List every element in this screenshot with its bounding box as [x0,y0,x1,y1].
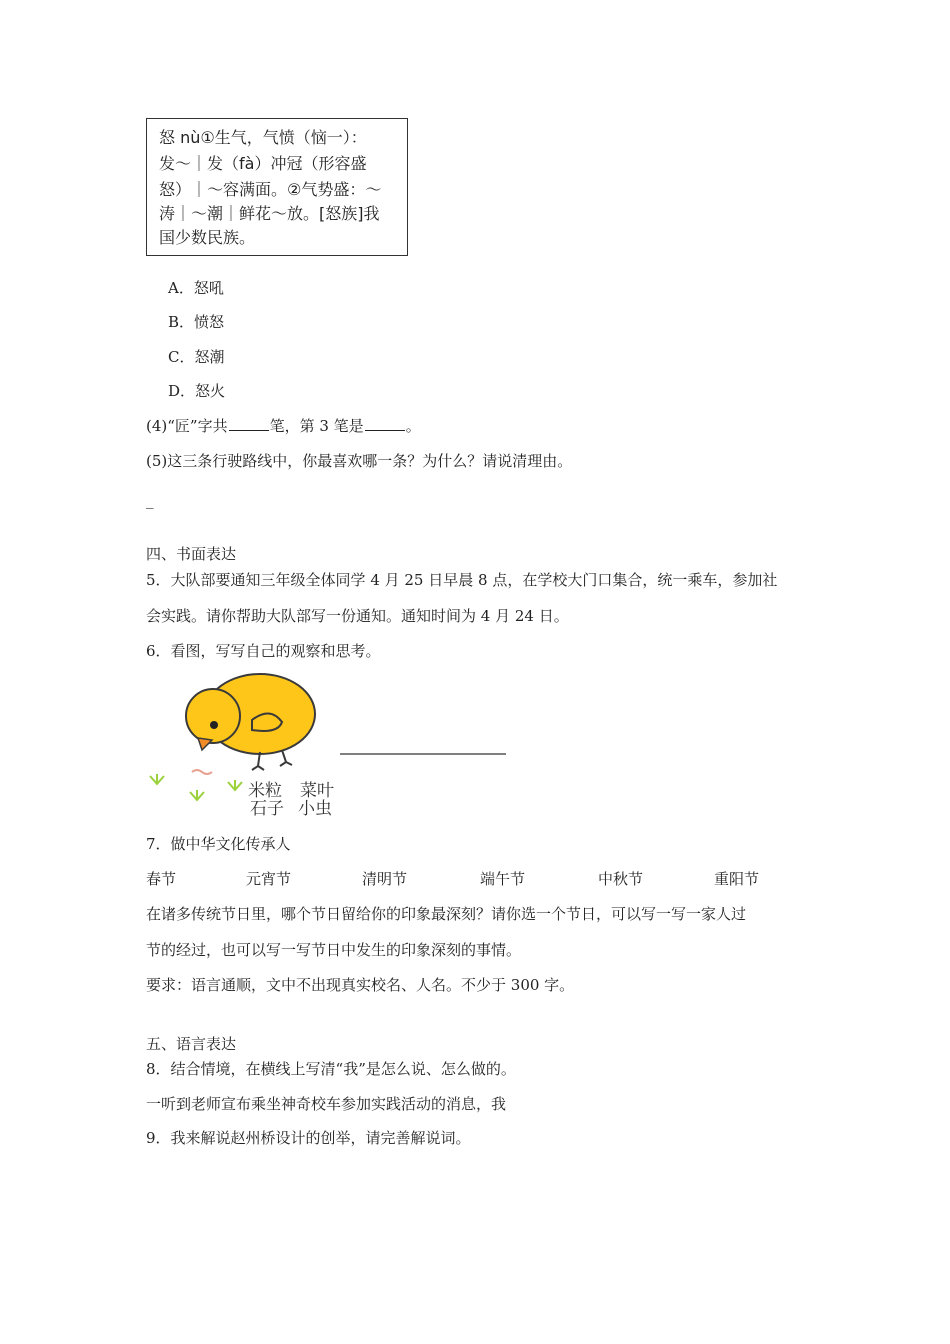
option-d[interactable]: D．怒火 [168,382,226,400]
question-7-line: 在诸多传统节日里，哪个节日留给你的印象最深刻？请你选一个节日，可以写一写一家人过 [146,905,747,923]
question-4-text: (4)“匠”字共 [146,417,228,435]
festival-item: 中秋节 [598,870,644,888]
chick-head [186,689,240,743]
question-5b-line: 会实践。请你帮助大队部写一份通知。通知时间为 4 月 24 日。 [146,607,569,625]
answer-blank[interactable] [229,416,269,431]
section-title: 四、书面表达 [146,545,237,563]
dictionary-line: 怒 nù①生气，气愤（恼一）： [159,128,367,147]
festival-item: 清明节 [362,870,408,888]
festival-item: 春节 [146,870,177,888]
question-5b-line: 5．大队部要通知三年级全体同学 4 月 25 日早晨 8 点，在学校大门口集合，统一乘车，参加社 [146,571,778,589]
dictionary-line: 国少数民族。 [159,228,256,247]
dictionary-line: 涛｜～潮｜鲜花～放。[怒族]我 [159,204,380,223]
label-bug: 小虫 [298,799,332,819]
chick-eye [210,721,218,729]
label-stone: 石子 [250,799,284,819]
festival-item: 重阳节 [714,870,760,888]
section-title: 五、语言表达 [146,1035,237,1053]
label-leaf: 菜叶 [300,781,334,801]
grass-sprout [228,780,242,790]
chick-picture [140,670,520,820]
label-rice: 米粒 [248,781,282,801]
answer-blank[interactable] [365,416,405,431]
dictionary-line: 发～｜发（fà）冲冠（形容盛 [159,154,367,173]
chick-beak [198,738,212,750]
question-7: 7．做中华文化传承人 [146,835,291,853]
grass-sprout [190,790,204,800]
question-4 [146,416,421,436]
question-8-prompt: 一听到老师宣布乘坐神奇校车参加实践活动的消息，我 [146,1095,507,1113]
chick-wing [252,713,282,731]
question-4-text: 。 [405,417,421,435]
question-9: 9．我来解说赵州桥设计的创举，请完善解说词。 [146,1129,471,1147]
option-b[interactable]: B．愤怒 [168,313,225,331]
dictionary-line: 怒）｜～容满面。②气势盛：～ [159,180,382,199]
question-4-text: 笔，第 3 笔是 [269,417,364,435]
question-6: 6．看图，写写自己的观察和思考。 [146,642,381,660]
answer-line[interactable]: _ [146,491,154,509]
question-7-line: 节的经过，也可以写一写节日中发生的印象深刻的事情。 [146,941,522,959]
dictionary-entry-box [146,118,408,256]
option-a[interactable]: A．怒吼 [168,279,224,297]
question-7-requirement: 要求：语言通顺，文中不出现真实校名、人名。不少于 300 字。 [146,976,575,994]
question-5: (5)这三条行驶路线中，你最喜欢哪一条？为什么？请说清理由。 [146,452,573,470]
worm [192,770,212,774]
option-c[interactable]: C．怒潮 [168,348,225,366]
chick-leg [280,750,292,766]
festival-item: 端午节 [480,870,526,888]
festival-item: 元宵节 [246,870,292,888]
grass-sprout [150,774,164,784]
question-8: 8．结合情境，在横线上写清“我”是怎么说、怎么做的。 [146,1060,516,1078]
